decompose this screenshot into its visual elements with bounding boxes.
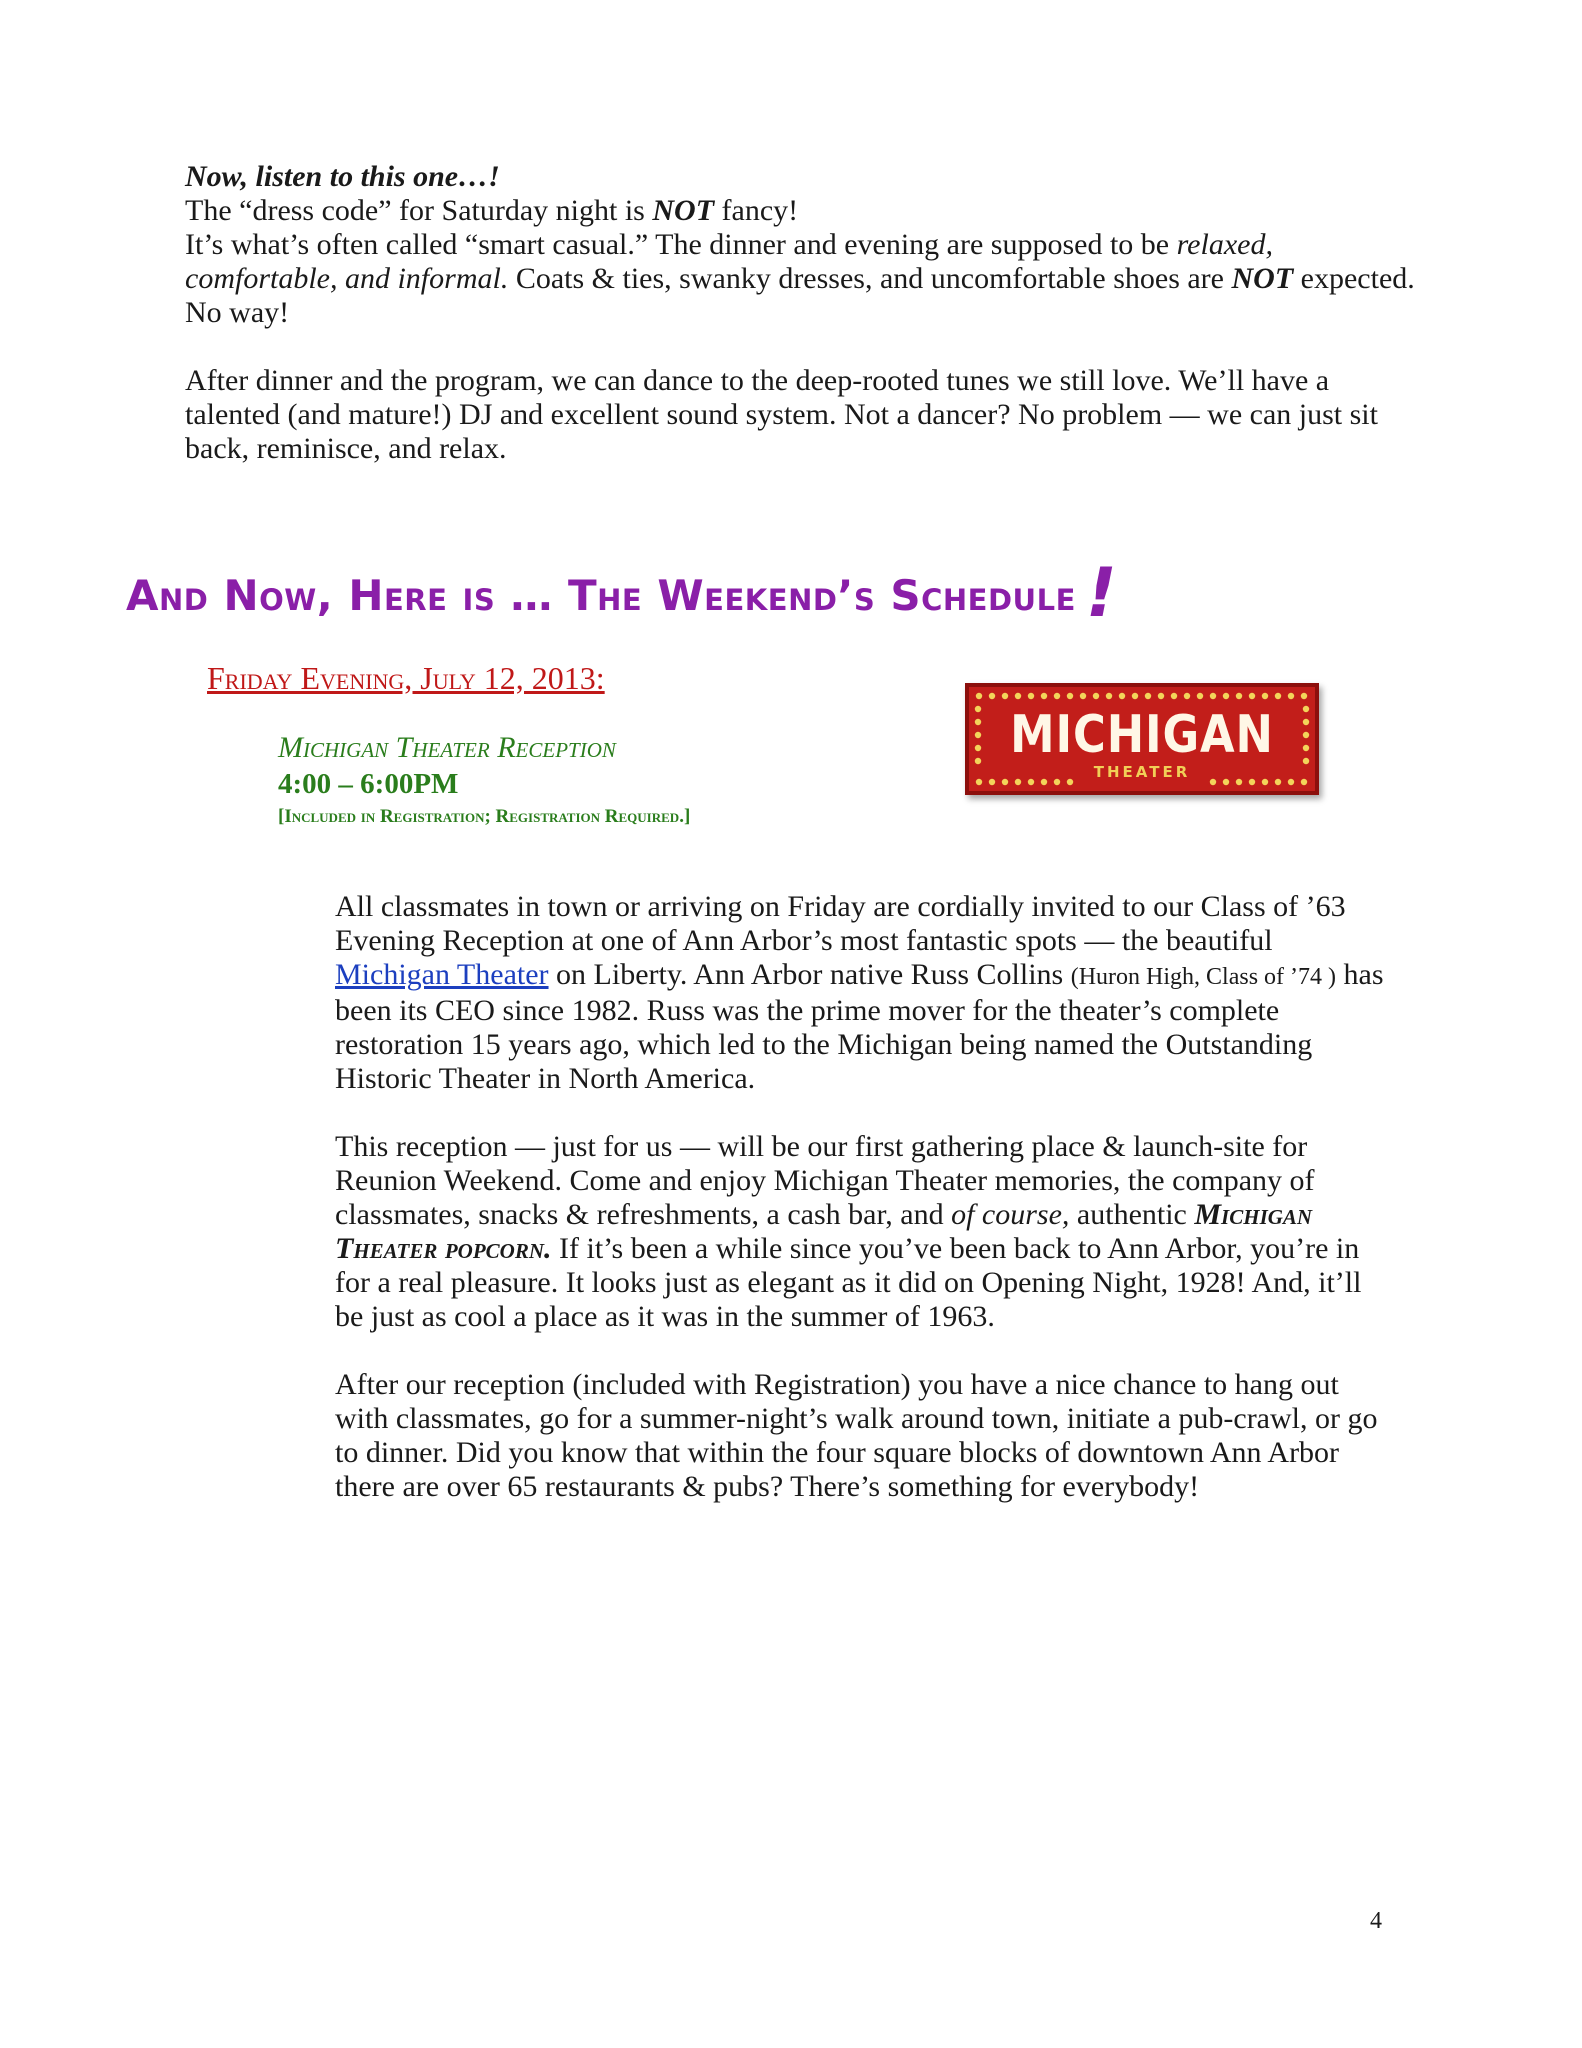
dress-code-line: The “dress code” for Saturday night is NOT fancy! bbox=[185, 194, 799, 227]
marquee-bulb bbox=[1093, 693, 1099, 699]
reception-title: Michigan Theater Reception bbox=[278, 731, 616, 764]
marquee-bulb bbox=[989, 693, 995, 699]
logo-sub-text: THEATER bbox=[1093, 763, 1191, 781]
marquee-bulb bbox=[1262, 693, 1268, 699]
marquee-bulb bbox=[1106, 693, 1112, 699]
marquee-bulb bbox=[1275, 693, 1281, 699]
schedule-heading: And Now, Here is … The Weekend’s Schedule ! bbox=[126, 554, 1118, 633]
marquee-bulb bbox=[1158, 693, 1164, 699]
marquee-bulb bbox=[1236, 693, 1242, 699]
dance-paragraph: After dinner and the program, we can dance to the deep-rooted tunes we still love. We’ll have a talented (and mature!) DJ and excellent sound system. Not a dancer? No problem — we can just sit back, reminisce, and relax. bbox=[185, 364, 1378, 465]
marquee-bulb bbox=[975, 745, 981, 751]
marquee-bulb bbox=[1171, 693, 1177, 699]
page-number: 4 bbox=[1370, 1908, 1382, 1934]
logo-main-text: MICHIGAN bbox=[1010, 705, 1274, 765]
marquee-bulb bbox=[1303, 745, 1309, 751]
listen-line: Now, listen to this one…! bbox=[185, 160, 500, 193]
marquee-bulb bbox=[1210, 693, 1216, 699]
marquee-bulb bbox=[1041, 693, 1047, 699]
paragraph-reception: This reception — just for us — will be our first gathering place & launch-site for Reunion Weekend. Come and enjoy Michigan Theater memories, the company of classmates, snacks & refreshments, a cash bar, and of course, authentic Michigan Theater popcorn. If it’s been a while since you’ve been back to Ann Arbor, you’re in for a real pleasure. It looks just as elegant as it did on Opening Night, 1928! And, it’ll be just as cool a place as it was in the summer of 1963. bbox=[335, 1130, 1362, 1333]
marquee-bulb bbox=[1223, 693, 1229, 699]
marquee-bulb bbox=[975, 719, 981, 725]
reception-note: [Included in Registration; Registration Required.] bbox=[278, 806, 691, 827]
marquee-bulb bbox=[1303, 719, 1309, 725]
marquee-bulb bbox=[1288, 693, 1294, 699]
marquee-bulb bbox=[1119, 693, 1125, 699]
marquee-bulb bbox=[1303, 706, 1309, 712]
paragraph-theater: All classmates in town or arriving on Friday are cordially invited to our Class of ’63 Evening Reception at one of Ann Arbor’s most fantastic spots — the beautiful Michigan Theater on Liberty. Ann Arbor native Russ Collins (Huron High, Class of ’74 ) has been its CEO since 1982. Russ was the prime mover for the theater’s complete restoration 15 years ago, which led to the Michigan being named the Outstanding Historic Theater in North America. bbox=[335, 890, 1384, 1095]
marquee-bulb bbox=[1301, 693, 1307, 699]
michigan-theater-link[interactable]: Michigan Theater bbox=[335, 958, 549, 991]
exclamation-mark: ! bbox=[1085, 554, 1118, 633]
marquee-bulb bbox=[1145, 693, 1151, 699]
marquee-bulb bbox=[1132, 693, 1138, 699]
marquee-bulb bbox=[975, 732, 981, 738]
smart-casual-paragraph: It’s what’s often called “smart casual.” The dinner and evening are supposed to be relaxed, comfortable, and informal. Coats & ties, swanky dresses, and uncomfortable shoes are NOT expected. No way! bbox=[185, 228, 1415, 329]
marquee-bulb bbox=[1249, 693, 1255, 699]
marquee-bulb bbox=[1067, 693, 1073, 699]
paragraph-after-reception: After our reception (included with Registration) you have a nice chance to hang out with classmates, go for a summer-night’s walk around town, initiate a pub-crawl, or go to dinner. Did you know that within the four square blocks of downtown Ann Arbor there are over 65 restaurants & pubs? There’s something for everybody! bbox=[335, 1368, 1378, 1503]
marquee-bulb bbox=[1184, 693, 1190, 699]
marquee-bulb bbox=[1002, 693, 1008, 699]
reception-description bbox=[335, 890, 1395, 1504]
reception-block bbox=[278, 730, 690, 832]
marquee-bulb bbox=[976, 693, 982, 699]
marquee-bulb bbox=[975, 706, 981, 712]
intro-section bbox=[185, 160, 1415, 466]
marquee-bulb bbox=[1028, 693, 1034, 699]
friday-heading: Friday Evening, July 12, 2013: bbox=[207, 660, 605, 696]
reception-time: 4:00 – 6:00PM bbox=[278, 768, 459, 800]
marquee-bulb bbox=[1054, 693, 1060, 699]
marquee-bulb bbox=[1197, 693, 1203, 699]
marquee-bulb bbox=[1303, 732, 1309, 738]
marquee-bulb bbox=[1080, 693, 1086, 699]
marquee-bulb bbox=[1015, 693, 1021, 699]
michigan-theater-logo bbox=[965, 683, 1319, 795]
